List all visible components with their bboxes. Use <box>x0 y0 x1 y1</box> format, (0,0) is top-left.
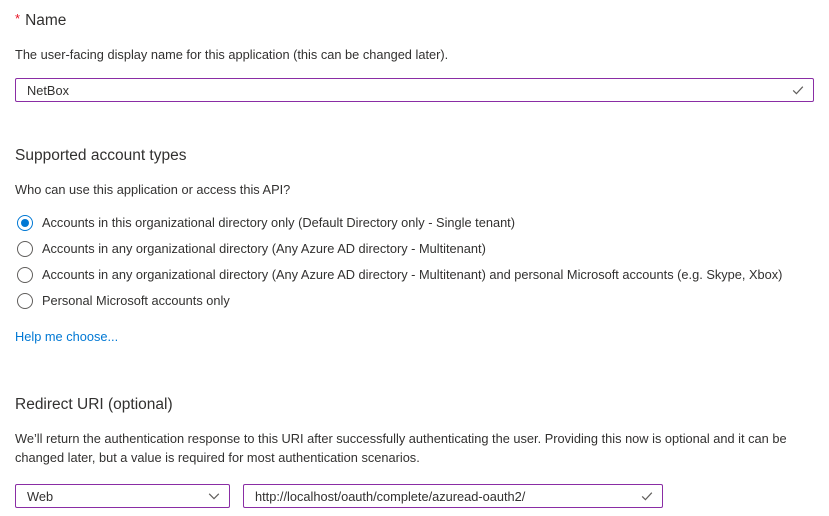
name-description: The user-facing display name for this application (this can be changed later). <box>15 47 449 62</box>
radio-icon <box>17 267 33 283</box>
radio-option-label: Accounts in this organizational directory only (Default Directory only - Single tenant) <box>42 215 515 230</box>
redirect-uri-description: We’ll return the authentication response to this URI after successfully authenticating the user. Providing this now is optional and it can be changed later, but a value is required for most authentication scenarios. <box>15 431 787 465</box>
platform-select[interactable] <box>15 484 230 508</box>
radio-option-personal-only[interactable] <box>15 288 814 314</box>
radio-option-label: Accounts in any organizational directory (Any Azure AD directory - Multitenant) and personal Microsoft accounts (e.g. Skype, Xbox) <box>42 267 783 282</box>
platform-select-value: Web <box>27 488 54 504</box>
radio-icon <box>17 241 33 257</box>
radio-option-multitenant-personal[interactable] <box>15 262 814 288</box>
radio-option-label: Personal Microsoft accounts only <box>42 293 230 308</box>
redirect-uri-controls <box>15 484 814 508</box>
account-types-question: Who can use this application or access this API? <box>15 182 291 197</box>
radio-option-label: Accounts in any organizational directory (Any Azure AD directory - Multitenant) <box>42 241 486 256</box>
name-input-container <box>15 78 814 102</box>
account-types-title: Supported account types <box>15 147 187 164</box>
help-me-choose-link[interactable]: Help me choose... <box>15 329 119 344</box>
chevron-down-icon <box>207 489 221 503</box>
required-asterisk: * <box>15 11 21 26</box>
name-title-text: Name <box>25 12 67 29</box>
redirect-uri-input[interactable] <box>244 485 662 507</box>
radio-icon <box>17 215 33 231</box>
radio-option-multitenant[interactable] <box>15 236 814 262</box>
name-section-title <box>15 10 814 31</box>
radio-option-single-tenant[interactable] <box>15 210 814 236</box>
redirect-uri-input-container <box>243 484 663 508</box>
radio-icon <box>17 293 33 309</box>
account-types-radio-group <box>15 210 814 314</box>
redirect-uri-title: Redirect URI (optional) <box>15 396 173 413</box>
name-input[interactable] <box>16 79 813 101</box>
